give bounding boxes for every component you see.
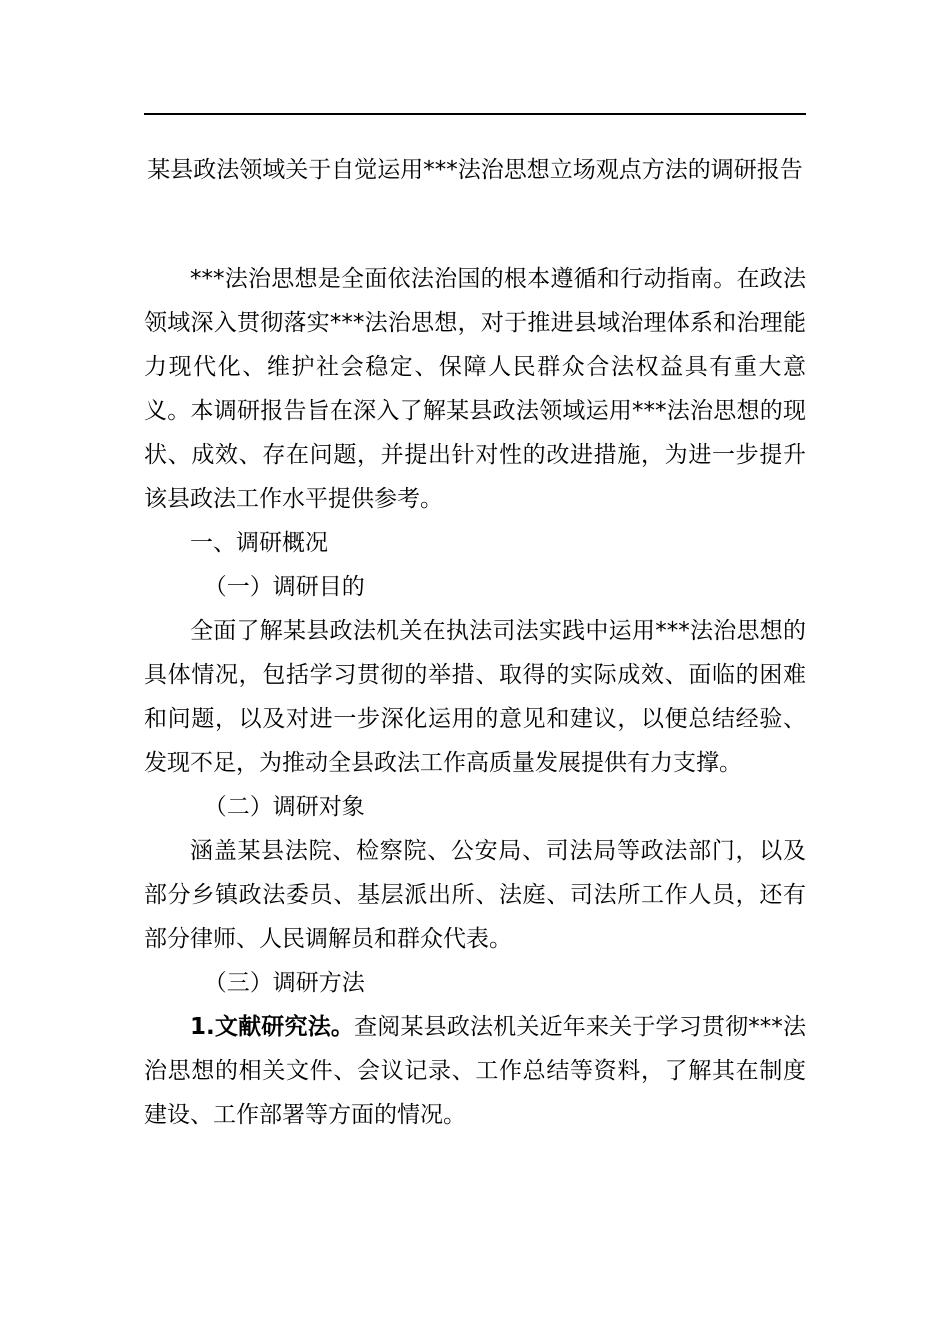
header-rule <box>144 113 806 115</box>
method-item-1-label: 1.文献研究法。 <box>190 1014 355 1040</box>
method-item-1 <box>144 1005 806 1137</box>
method-item-1-text: 查阅某县政法机关近年来关于学习贯彻***法治思想的相关文件、会议记录、工作总结等资料，了解其在制度建设、工作部署等方面的情况。 <box>144 1014 806 1128</box>
subheading-purpose: （一）调研目的 <box>203 574 365 600</box>
target-paragraph: 涵盖某县法院、检察院、公安局、司法局等政法部门，以及部分乡镇政法委员、基层派出所、法庭、司法所工作人员，还有部分律师、人民调解员和群众代表。 <box>144 838 806 952</box>
intro-paragraph: ***法治思想是全面依法治国的根本遵循和行动指南。在政法领域深入贯彻落实***法治思想，对于推进县域治理体系和治理能力现代化、维护社会稳定、保障人民群众合法权益具有重大意义。本调研报告旨在深入了解某县政法领域运用***法治思想的现状、成效、存在问题，并提出针对性的改进措施，为进一步提升该县政法工作水平提供参考。 <box>144 266 806 512</box>
document-body <box>144 257 806 1137</box>
section-heading-overview: 一、调研概况 <box>190 530 328 556</box>
purpose-paragraph: 全面了解某县政法机关在执法司法实践中运用***法治思想的具体情况，包括学习贯彻的举措、取得的实际成效、面临的困难和问题，以及对进一步深化运用的意见和建议，以便总结经验、发现不足，为推动全县政法工作高质量发展提供有力支撑。 <box>144 618 806 776</box>
subheading-target: （二）调研对象 <box>203 794 365 820</box>
subheading-method: （三）调研方法 <box>203 970 365 996</box>
document-title: 某县政法领域关于自觉运用***法治思想立场观点方法的调研报告 <box>147 157 803 183</box>
